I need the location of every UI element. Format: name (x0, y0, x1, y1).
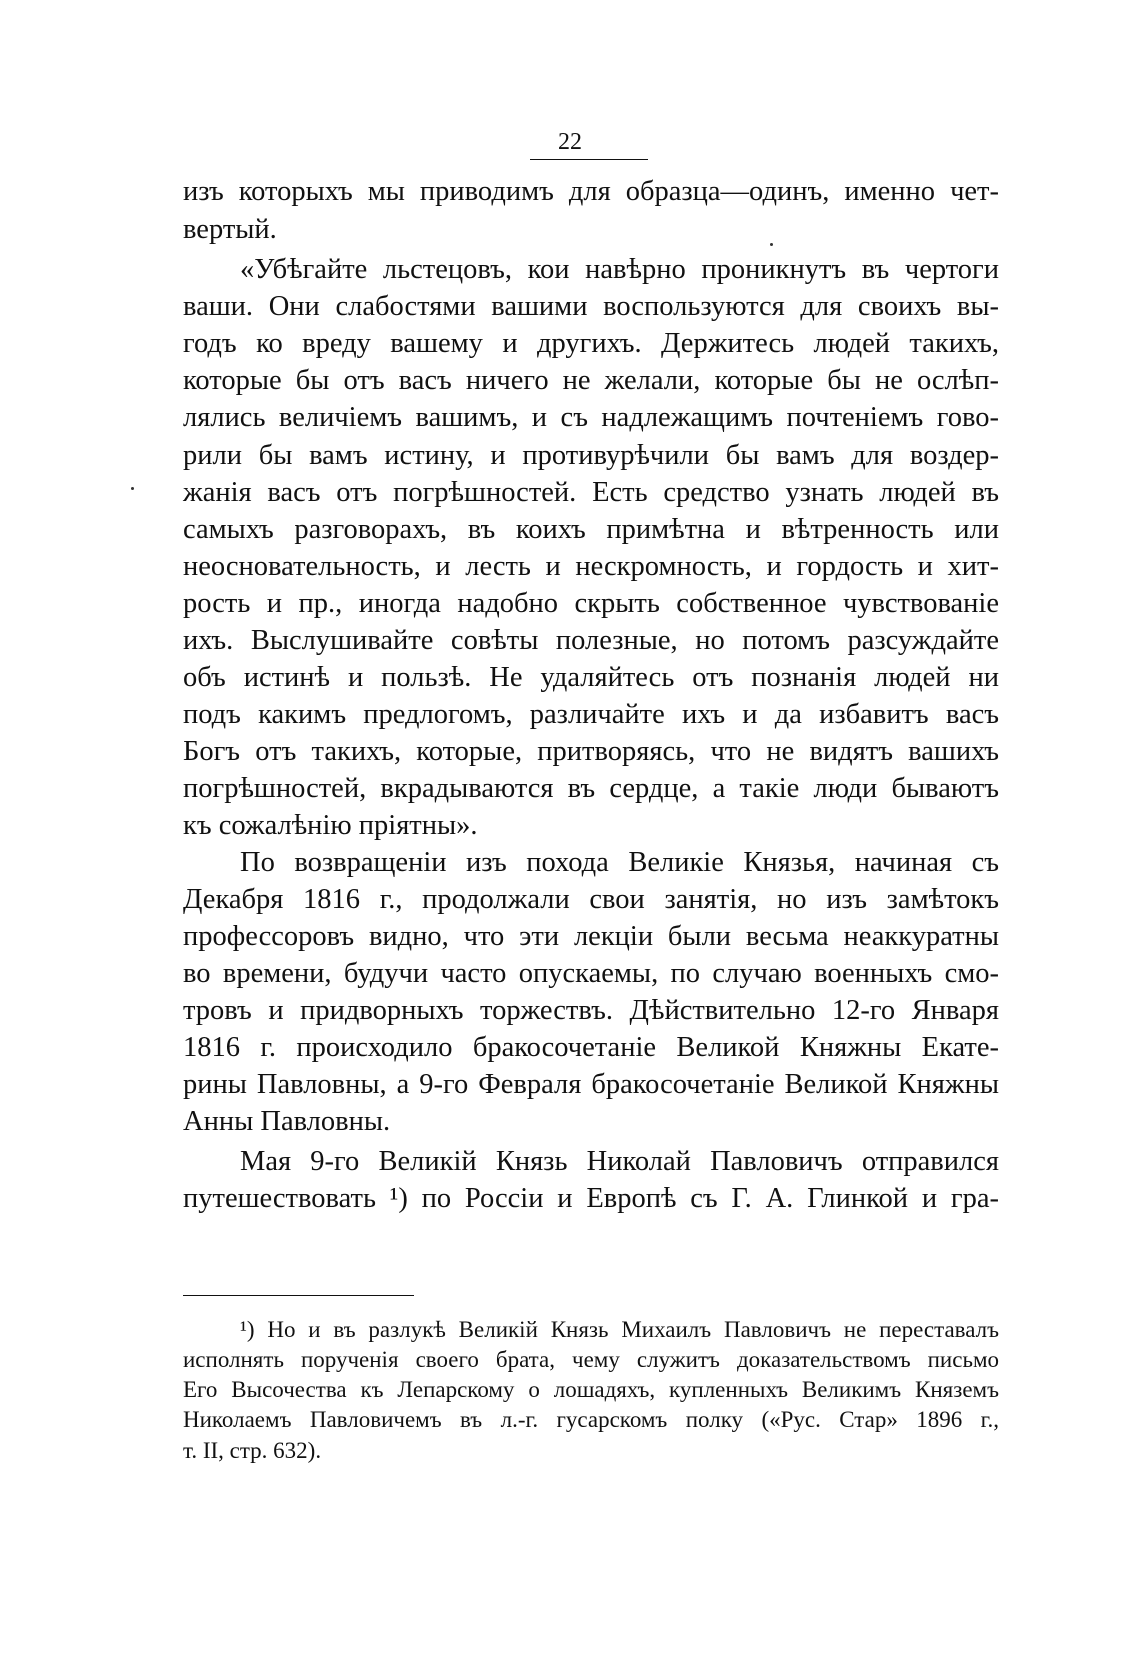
text-line: лялись величіемъ вашимъ, и съ надлежащимъ почтеніемъ гово- (183, 402, 999, 433)
text-line: изъ которыхъ мы приводимъ для образца—одинъ, именно чет- (183, 176, 999, 207)
text-line: жанія васъ отъ погрѣшностей. Есть средство узнать людей въ (183, 477, 999, 508)
text-line: путешествовать ¹) по Россіи и Европѣ съ Г. А. Глинкой и гра- (183, 1183, 999, 1214)
text-line: Декабря 1816 г., продолжали свои занятія, но изъ замѣтокъ (183, 884, 999, 915)
text-line: Анны Павловны. (183, 1106, 391, 1137)
text-line: подъ какимъ предлогомъ, различайте ихъ и да избавитъ васъ (183, 699, 999, 730)
text-line: рины Павловны, а 9-го Февраля бракосочетаніе Великой Княжны (183, 1069, 999, 1100)
footnote-line: Его Высочества къ Лепарскому о лошадяхъ, купленныхъ Великимъ Княземъ (183, 1377, 999, 1402)
text-line: тровъ и придворныхъ торжествъ. Дѣйствительно 12-го Января (183, 995, 999, 1026)
text-line: «Убѣгайте льстецовъ, кои навѣрно проникнутъ въ чертоги (240, 254, 999, 285)
text-line: вертый. (183, 214, 277, 245)
text-line: которые бы отъ васъ ничего не желали, которые бы не ослѣп- (183, 365, 999, 396)
text-line: ваши. Они слабостями вашими воспользуются для своихъ вы- (183, 291, 999, 322)
footnote-line: ¹) Но и въ разлукѣ Великій Князь Михаилъ Павловичъ не переставалъ (240, 1317, 999, 1342)
footnote-line: Николаемъ Павловичемъ въ л.-г. гусарскомъ полку («Рус. Стар» 1896 г., (183, 1407, 999, 1432)
text-line: годъ ко вреду вашему и другихъ. Держитесь людей такихъ, (183, 328, 999, 359)
footnote-line: исполнять порученія своего брата, чему служитъ доказательствомъ письмо (183, 1347, 999, 1372)
footnote-rule (183, 1295, 414, 1296)
text-line: рили бы вамъ истину, и противурѣчили бы вамъ для воздер- (183, 440, 999, 471)
text-line: во времени, будучи часто опускаемы, по случаю военныхъ смо- (183, 958, 999, 989)
text-line: ихъ. Выслушивайте совѣты полезные, но потомъ разсуждайте (183, 625, 999, 656)
text-line: къ сожалѣнію пріятны». (183, 810, 478, 841)
text-line: 1816 г. происходило бракосочетаніе Великой Княжны Екате- (183, 1032, 999, 1063)
scan-speck (131, 487, 134, 490)
text-line: рость и пр., иногда надобно скрыть собственное чувствованіе (183, 588, 999, 619)
text-line: погрѣшностей, вкрадываются въ сердце, а такіе люди бываютъ (183, 773, 999, 804)
scan-speck (770, 243, 773, 246)
text-line: Мая 9-го Великій Князь Николай Павловичъ отправился (240, 1146, 999, 1177)
footnote-line: т. II, стр. 632). (183, 1438, 322, 1463)
page-number: 22 (558, 129, 582, 155)
text-line: профессоровъ видно, что эти лекціи были весьма неаккуратны (183, 921, 999, 952)
text-line: Богъ отъ такихъ, которые, притворяясь, что не видятъ вашихъ (183, 736, 999, 767)
text-line: самыхъ разговорахъ, въ коихъ примѣтна и вѣтренность или (183, 514, 999, 545)
text-line: неосновательность, и лесть и нескромность, и гордость и хит- (183, 551, 999, 582)
page-number-rule (530, 159, 648, 160)
text-line: объ истинѣ и пользѣ. Не удаляйтесь отъ познанія людей ни (183, 662, 999, 693)
text-line: По возвращеніи изъ похода Великіе Князья, начиная съ (240, 847, 999, 878)
